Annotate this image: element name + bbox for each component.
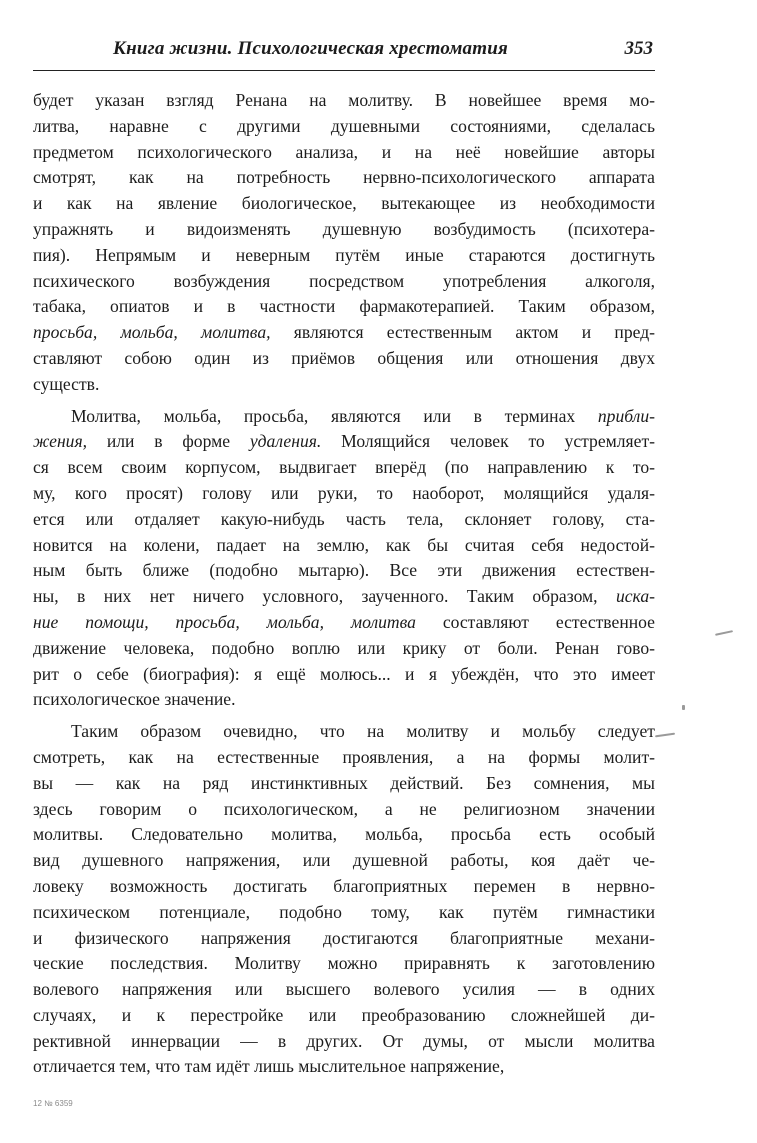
text-run: вид душевного напряжения, или душевной работы, коя даёт че- [33, 850, 655, 871]
text-line [33, 610, 655, 636]
text-run: существ. [33, 373, 100, 394]
italic-run: ние помощи, просьба, мольба, молитва [33, 611, 416, 632]
italic-run: жения, [33, 431, 88, 452]
printer-signature: 12 № 6359 [33, 1099, 73, 1108]
running-header [33, 36, 655, 71]
text-run: психического возбуждения посредством употребления алкоголя, [33, 270, 655, 291]
text-run: случаях, и к перестройке или преобразованию сложнейшей ди- [33, 1004, 655, 1025]
text-line [33, 165, 655, 191]
text-run: и физического напряжения достигаются благоприятные механи- [33, 927, 655, 948]
text-run: и как на явление биологическое, вытекающее из необходимости [33, 193, 655, 214]
text-run: будет указан взгляд Ренана на молитву. В новейшее время мо- [33, 90, 655, 110]
text-line [33, 114, 655, 140]
text-line [33, 455, 655, 481]
text-run: движение человека, подобно воплю или крику от боли. Ренан гово- [33, 637, 655, 658]
text-line [33, 687, 655, 713]
text-line [33, 404, 655, 430]
text-line [33, 900, 655, 926]
text-line [33, 771, 655, 797]
text-line [33, 88, 655, 114]
text-line [33, 874, 655, 900]
text-line [33, 636, 655, 662]
paragraph [33, 404, 655, 714]
text-run: или в форме [87, 431, 250, 452]
paragraph [33, 719, 655, 1080]
text-line [33, 217, 655, 243]
text-run: ловеку возможность достигать благоприятных перемен в нервно- [33, 875, 655, 896]
scan-mark [682, 705, 685, 710]
text-run: пия). Непрямым и неверным путём иные стараются достигнуть [33, 244, 655, 265]
text-run: психологическое значение. [33, 689, 236, 710]
text-line [33, 372, 655, 398]
text-line [33, 1054, 655, 1080]
text-run: ся всем своим корпусом, выдвигает вперёд (по направлению к то- [33, 457, 655, 478]
text-line [33, 797, 655, 823]
text-line [33, 951, 655, 977]
text-line [33, 719, 655, 745]
body-text [33, 88, 655, 1080]
italic-run: иска- [615, 586, 655, 607]
text-line [33, 191, 655, 217]
text-line [33, 269, 655, 295]
text-line [33, 533, 655, 559]
text-run: молитвы. Следовательно молитва, мольба, просьба есть особый [33, 824, 655, 845]
text-run: Молитва, мольба, просьба, являются или в терминах [71, 405, 598, 426]
text-line [33, 140, 655, 166]
text-line [33, 320, 655, 346]
scan-mark [655, 733, 675, 737]
text-run: новится на колени, падает на землю, как бы считая себя недостой- [33, 534, 655, 555]
text-run: ным быть ближе (подобно мытарю). Все эти движения естествен- [33, 560, 655, 581]
text-run: смотрят, как на потребность нервно-психологического аппарата [33, 167, 655, 188]
text-run: волевого напряжения или высшего волевого усилия — в одних [33, 979, 655, 1000]
text-line [33, 977, 655, 1003]
text-run: предметом психологического анализа, и на неё новейшие авторы [33, 141, 655, 162]
italic-run: удаления. [249, 431, 322, 452]
text-run: здесь говорим о психологическом, а не религиозном значении [33, 798, 655, 819]
text-line [33, 848, 655, 874]
text-line [33, 243, 655, 269]
text-run: ется или отдаляет какую-нибудь часть тела, склоняет голову, ста- [33, 508, 655, 529]
text-run: ставляют собою один из приёмов общения или отношения двух [33, 347, 655, 368]
text-line [33, 429, 655, 455]
scan-mark [715, 630, 733, 635]
text-run: отличается тем, что там идёт лишь мыслительное напряжение, [33, 1056, 505, 1077]
text-run: му, кого просят) голову или руки, то наоборот, молящийся удаля- [33, 482, 655, 503]
text-line [33, 926, 655, 952]
text-run: упражнять и видоизменять душевную возбудимость (психотера- [33, 218, 655, 239]
text-run: психическом потенциале, подобно тому, как путём гимнастики [33, 901, 655, 922]
text-line [33, 481, 655, 507]
text-run: ческие последствия. Молитву можно приравнять к заготовлению [33, 953, 655, 974]
text-line [33, 662, 655, 688]
italic-run: прибли- [597, 405, 655, 426]
text-run: смотреть, как на естественные проявления, а на формы молит- [33, 746, 655, 767]
text-run: Таким образом очевидно, что на молитву и мольбу следует [71, 721, 655, 742]
page-number: 353 [624, 38, 653, 59]
running-title: Книга жизни. Психологическая хрестоматия [113, 38, 508, 59]
text-line [33, 1003, 655, 1029]
text-run: рит о себе (биография): я ещё молюсь... и я убеждён, что это имеет [33, 663, 655, 684]
text-run: являются естественным актом и пред- [270, 322, 656, 343]
text-line [33, 294, 655, 320]
text-run: вы — как на ряд инстинктивных действий. Без сомнения, мы [33, 772, 655, 793]
text-line [33, 346, 655, 372]
text-line [33, 745, 655, 771]
text-run: Молящийся человек то устремляет- [321, 431, 656, 452]
text-line [33, 558, 655, 584]
text-line [33, 507, 655, 533]
text-run: табака, опиатов и в частности фармакотерапией. Таким образом, [33, 296, 655, 317]
text-run: ны, в них нет ничего условного, заученного. Таким образом, [33, 586, 616, 607]
text-run: рективной иннервации — в других. От думы, от мысли молитва [33, 1030, 655, 1051]
text-line [33, 822, 655, 848]
paragraph [33, 88, 655, 398]
text-run: составляют естественное [415, 611, 655, 632]
text-run: литва, наравне с другими душевными состояниями, сделалась [33, 115, 655, 136]
text-line [33, 584, 655, 610]
text-line [33, 1029, 655, 1055]
italic-run: просьба, мольба, молитва, [33, 322, 271, 343]
